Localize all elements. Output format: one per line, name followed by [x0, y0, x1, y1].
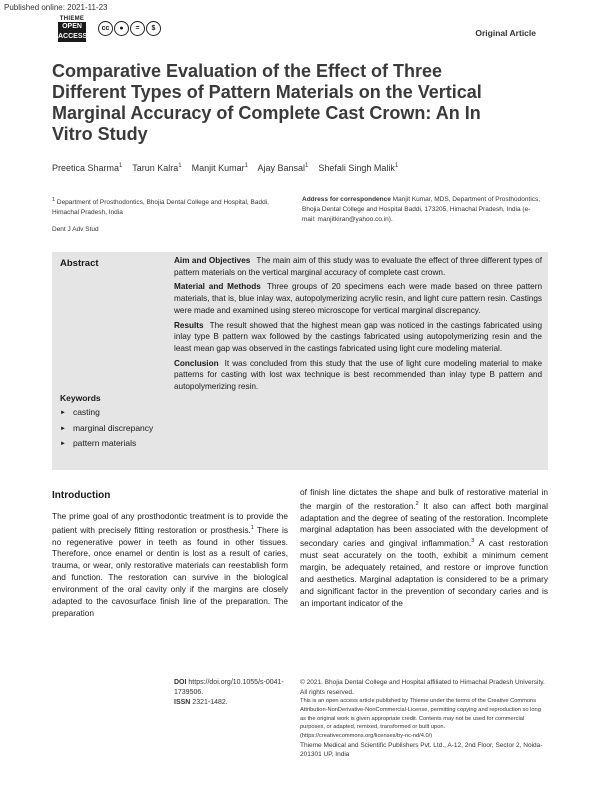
logo-mid-text: OPEN: [58, 22, 86, 32]
copyright-block: [300, 678, 548, 760]
cc-icon: cc: [98, 21, 113, 36]
intro-column-1: The prime goal of any prosthodontic treatment is to provide the patient with precisely fitting restoration or prosthesis.$^1$ There is no regenerative power in teeth as found in other tissues. Therefore, once enamel or dentin is lost as a result of caries, trauma, or wear, only restorative materials can reestablish form and function. The restoration can survive in the biological environment of the oral cavity only if the margins are closely adapted to the cavosurface finish line of the preparation. The preparation: [52, 511, 288, 619]
author[interactable]: Tarun Kalra: [132, 163, 179, 173]
affiliation: $^1$ Department of Prosthodontics, Bhojia Dental College and Hospital, Baddi, Himachal Pradesh, India: [52, 197, 269, 217]
abstract-section: Conclusion It was concluded from this study that the use of light cure modeling material to make patterns for casting with lost wax technique is best recommended than inlay type B pattern and autopolymerizing resin.: [174, 358, 542, 392]
author-list: Preetica Sharma$^1$ Tarun Kalra$^1$ Manjit Kumar$^1$ Ajay Bansal$^1$ Shefali Singh Malik$^1$: [52, 163, 399, 173]
keyword-item: ► marginal discrepancy: [60, 422, 153, 438]
citation-link[interactable]: 2: [415, 500, 419, 507]
abstract-body: [174, 255, 542, 396]
doi-block: DOI https://doi.org/10.1055/s-0041-1739506. ISSN 2321-1482.: [174, 679, 284, 706]
author[interactable]: Shefali Singh Malik: [318, 163, 395, 173]
copyright-text: © 2021. Bhojia Dental College and Hospital affiliated to Himachal Pradesh University. All rights reserved.: [300, 679, 545, 696]
by-icon: ●: [114, 21, 129, 36]
open-access-logo: [58, 16, 86, 42]
keywords-heading: Keywords: [60, 393, 101, 403]
nd-icon: =: [130, 21, 145, 36]
doi-link[interactable]: https://doi.org/10.1055/s-0041-1739506.: [174, 679, 284, 696]
author[interactable]: Preetica Sharma: [52, 163, 120, 173]
abstract-section: Aim and Objectives The main aim of this study was to evaluate the effect of three different types of pattern materials on the vertical marginal accuracy of complete cast crown.: [174, 256, 542, 277]
correspondence-text: Manjit Kumar, MDS, Department of Prosthodontics, Bhojia Dental College and Hospital Baddi, 173205, Himachal Pradesh, India (e-mail: manjitkiran@yahoo.co.in).: [302, 196, 541, 223]
article-type: Original Article: [475, 28, 536, 38]
author[interactable]: Manjit Kumar: [191, 163, 245, 173]
nc-icon: $: [146, 21, 161, 36]
abstract-section: Results The result showed that the highest mean gap was noticed in the castings fabricated using inlay type B pattern wax followed by the castings fabricated using autopolymerizing resin and the least mean gap was observed in the castings fabricated using light cure modeling material.: [174, 320, 542, 353]
introduction-heading: Introduction: [52, 490, 111, 501]
keyword-item: ► casting: [60, 406, 153, 422]
journal-name: Dent J Adv Stud: [52, 226, 99, 233]
publisher-text: Thieme Medical and Scientific Publishers Pvt. Ltd., A-12, 2nd Floor, Sector 2, Noida-201301 UP, India: [300, 741, 543, 759]
published-date: Published online: 2021-11-23: [4, 3, 108, 12]
logo-top-text: THIEME: [59, 16, 85, 22]
keywords-list: [60, 406, 153, 453]
license-text: This is an open access article published by Thieme under the terms of the Creative Commons Attribution-NonDerivative-NonCommercial-License, permitting copying and reproduction so long as the original work is given appropriate credit. Contents may not be used for commercial purposes, or adapted, remixed, transformed or built upon. (https://creativecommons.org/licenses/by-nc-nd/4.0/): [300, 698, 541, 740]
correspondence-label: Address for correspondence: [302, 196, 391, 203]
author[interactable]: Ajay Bansal: [257, 163, 306, 173]
logo-bot-text: ACCESS: [58, 33, 88, 40]
citation-link[interactable]: 1: [250, 524, 254, 531]
intro-column-2: of finish line dictates the shape and bulk of restorative material in the margin of the restoration.$^2$ It also can affect both marginal adaptation and the degree of seating of the restoration. Incomplete marginal adaptation has been associated with the development of secondary caries and gingival inflammation.$^3$ A cast restoration must seat accurately on the tooth, exhibit a minimum cement margin, be adequately retained, and restore or improve function and aesthetics. Marginal adaptation is considered to be a primary and significant factor in the prevention of secondary caries and is an important indicator of the: [300, 487, 549, 608]
keyword-item: ► pattern materials: [60, 437, 153, 453]
license-icons: [98, 21, 161, 36]
article-title: Comparative Evaluation of the Effect of Three Different Types of Pattern Materials on the Vertical Marginal Accuracy of Complete Cast Crown: An In Vitro Study: [52, 61, 482, 144]
citation-link[interactable]: 3: [471, 538, 475, 545]
abstract-section: Material and Methods Three groups of 20 specimens each were made based on three pattern materials, that is, blue inlay wax, autopolymerizing acrylic resin, and light cure pattern resin. Castings were made and examined using stereo microscope for vertical marginal discrepancy.: [174, 282, 542, 315]
correspondence: [302, 195, 542, 225]
abstract-heading: Abstract: [60, 258, 99, 269]
